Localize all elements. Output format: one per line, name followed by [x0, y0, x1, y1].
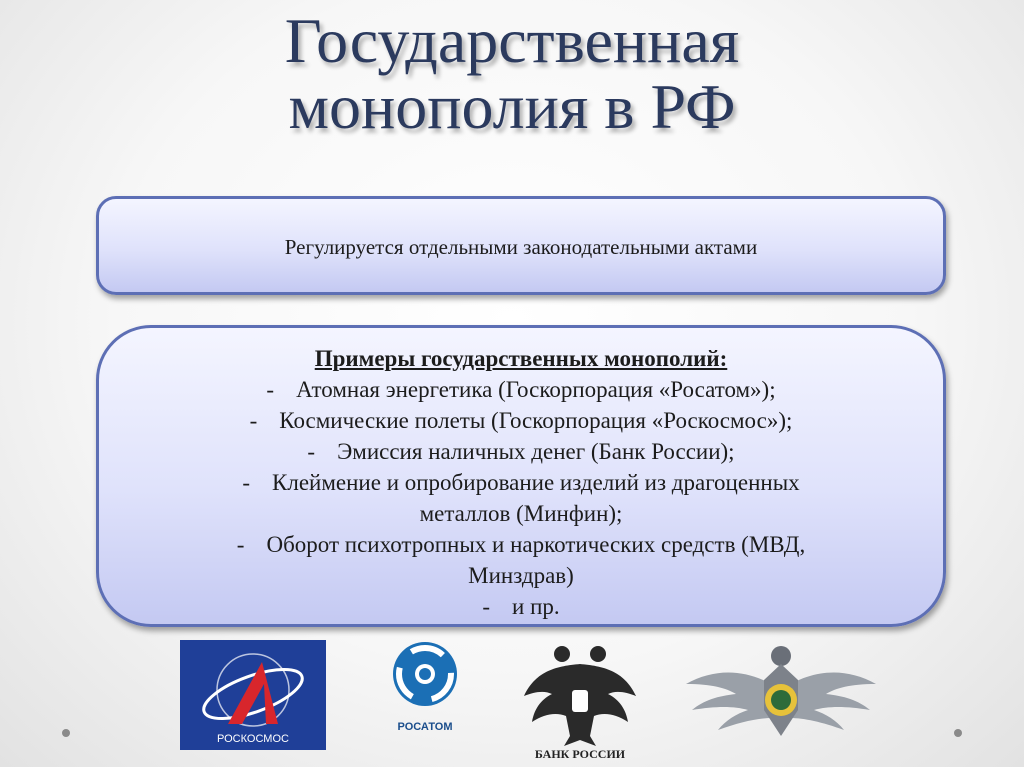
list-dash: - [307, 439, 316, 464]
examples-list [99, 374, 943, 622]
examples-heading: Примеры государственных монополий: [314, 346, 728, 371]
list-dash: - [482, 594, 491, 619]
roskosmos-caption: РОСКОСМОС [217, 733, 289, 745]
list-item [99, 591, 943, 622]
slide-title-line-2: монополия в РФ [288, 71, 736, 142]
nav-next-dot[interactable] [954, 729, 962, 737]
rosatom-caption: РОСАТОМ [397, 721, 453, 733]
list-dash: - [242, 470, 251, 495]
list-item [99, 405, 943, 436]
list-item-text: Космические полеты (Госкорпорация «Роскосмос»); [279, 408, 793, 433]
list-dash: - [266, 377, 275, 402]
list-item-continuation: Минздрав) [468, 563, 574, 588]
list-item-continuation: металлов (Минфин); [419, 501, 623, 526]
regulation-text: Регулируется отдельными законодательными актами [284, 235, 758, 259]
list-item [99, 436, 943, 467]
list-item-text: Эмиссия наличных денег (Банк России); [337, 439, 735, 464]
regulation-box [96, 196, 946, 295]
list-dash: - [236, 532, 245, 557]
list-item [99, 529, 943, 591]
mvd-logo [682, 640, 880, 754]
list-dash: - [249, 408, 258, 433]
list-item [99, 374, 943, 405]
double-headed-eagle-icon [518, 640, 642, 762]
bank-of-russia-logo [518, 640, 642, 762]
winged-emblem-icon [682, 640, 880, 754]
slide-title-line-1: Государственная [284, 5, 740, 76]
nav-prev-dot[interactable] [62, 729, 70, 737]
bank-caption: БАНК РОССИИ [534, 747, 626, 761]
list-item-text: Оборот психотропных и наркотических средств (МВД, [266, 532, 806, 557]
rosatom-logo [388, 640, 462, 736]
list-item [99, 467, 943, 529]
list-item-text: Атомная энергетика (Госкорпорация «Росатом»); [296, 377, 776, 402]
roskosmos-logo [180, 640, 326, 750]
examples-box [96, 325, 946, 627]
list-item-text: Клеймение и опробирование изделий из драгоценных [272, 470, 800, 495]
slide-title [0, 5, 1024, 142]
rosatom-emblem-icon [388, 640, 462, 736]
roskosmos-emblem-icon [180, 640, 326, 750]
list-item-text: и пр. [512, 594, 560, 619]
